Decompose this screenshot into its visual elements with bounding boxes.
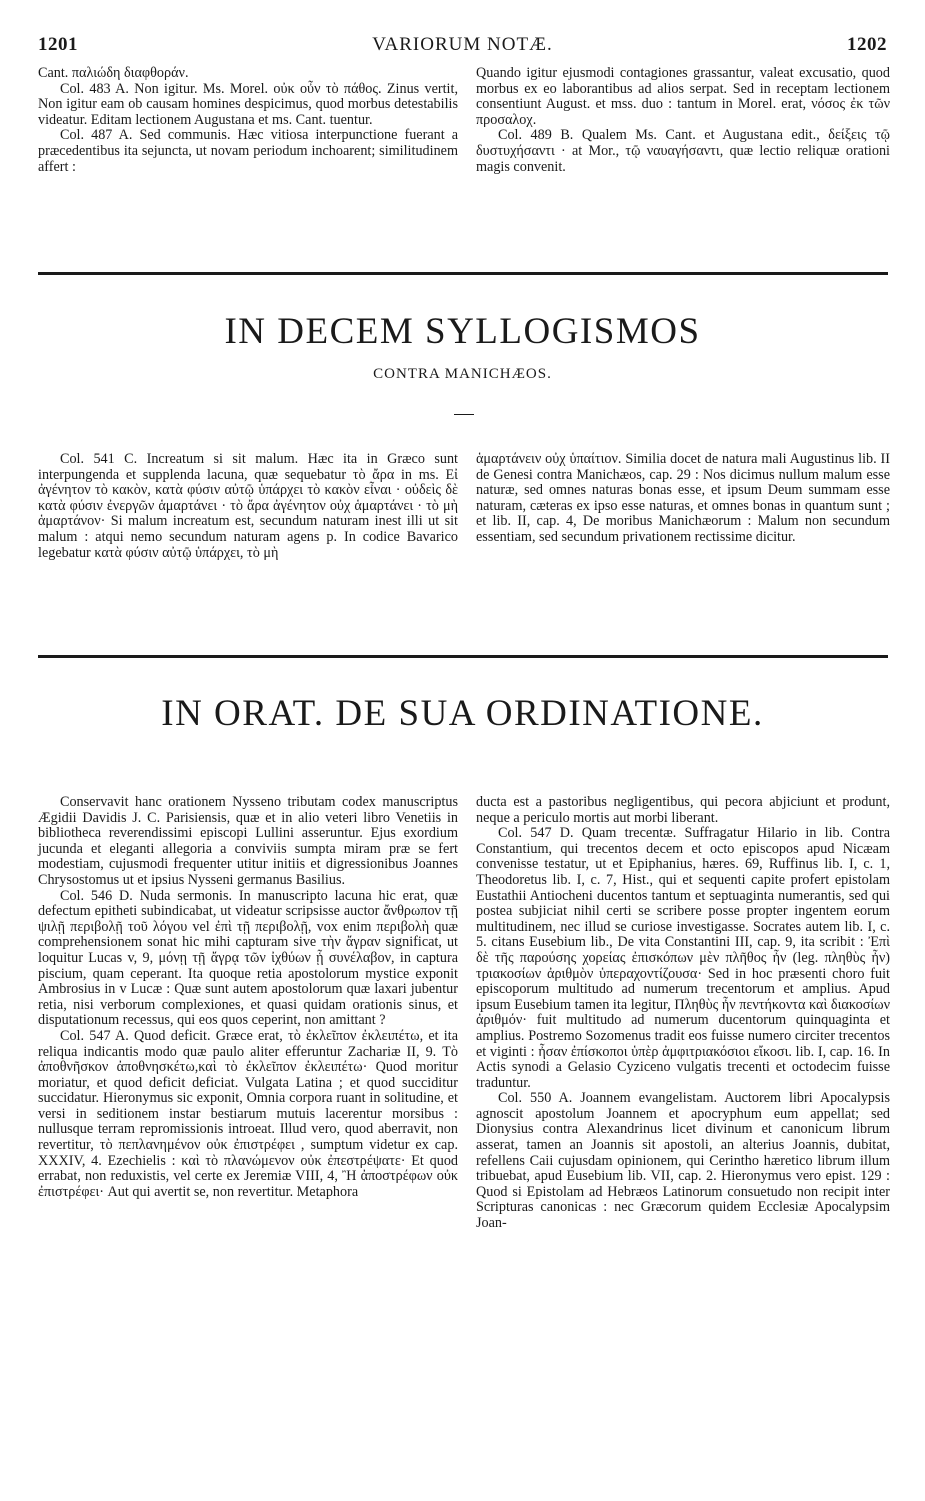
- paragraph: ἁμαρτάνειν οὐχ ὑπαίτιον. Similia docet de natura mali Augustinus lib. II de Genesi contra Manichæos, cap. 29 : Nos dicimus nullum malum esse naturæ, sed omnes naturas bonas esse, et ipsum Deum summam esse naturam, cæteras ex ipso esse naturas, et omnes bonas in quantum sunt ; et lib. II, cap. 4, De moribus Manichæorum : Malum non secundum essentiam, sed secundum privationem rectissime dicitur.: [476, 451, 890, 545]
- section1-right-column: [476, 452, 890, 546]
- section-subtitle: CONTRA MANICHÆOS.: [373, 366, 552, 382]
- section-divider: [38, 272, 888, 275]
- paragraph: Col. 547 A. Quod deficit. Græce erat, τὸ ἐκλεῖπον ἐκλειπέτω, et ita reliqua indicantis modo quæ paulo aliter efferuntur Zachariæ II, 9. Τὸ ἀποθνῆσκον ἀποθνησκέτω,καὶ τὸ ἐκλεῖπον ἐκλειπέτω· Quod moritur moriatur, et quod deficit deficiat. Vulgata Latina ; et quod succiditur succidatur. Hieronymus sic exponit, Omnia corpora ruant in solitudine, et versi in seditionem instar bestiarum mutuis lacerentur morsibus : nullusque terram repromissionis introeat. Illud vero, quod aberravit, non revertitur, τὸ πεπλανημένον οὐκ ἐπιστρέφει , sumptum videtur ex cap. XXXIV, 4. Ezechielis : καὶ τὸ πλανώμενον οὐκ ἐπεστρέψατε· Et quod errabat, non reduxistis, vel certe ex Jeremiæ VIII, 4, Ἢ ἀποστρέφων οὐκ ἐπιστρέφει· Aut qui avertit se, non revertitur. Metaphora: [38, 1027, 458, 1200]
- section2-left-column: [38, 795, 458, 1200]
- paragraph: Conservavit hanc orationem Nysseno tributam codex manuscriptus Ægidii Davidis J. C. Parisiensis, quæ et in alio veteri libro Venetiis in bibliotheca reverendissimi episcopi Lullini asseruntur. Ejus exordium jucunda et eleganti allegoria a conviviis sumpta miram præ se fert modestiam, cujusmodi frequenter utitur initiis et digressionibus Joannes Chrysostomus ut et ipsius Nysseni germanus Basilius.: [38, 794, 458, 888]
- section-title: IN DECEM SYLLOGISMOS: [224, 311, 701, 352]
- paragraph: Col. 547 D. Quam trecentæ. Suffragatur Hilario in lib. Contra Constantium, qui trecentos decem et octo episcopos apud Nicæam convenisse testatur, ut et Epiphanius, hæres. 69, Ruffinus lib. I, c. 1, Theodoretus lib. I, c. 7, Hist., qui et sequenti capite profert epistolam Eustathii Antiocheni ducentos tantum et septuaginta numerantis, sed qui postea subjiciat nihil certi se scribere posse propter ingentem eorum multitudinem, nec illud se curiose investigasse. Socrates autem lib. I, c. 5. citans Eusebium lib., De vita Constantini III, cap. 9, ita scribit : Ἐπὶ δὲ τῆς παρούσης χορείας ἐπισκόπων μὲν πλῆθος ἦν (leg. πληθὺς ἦν) τριακοσίων ἀριθμὸν ὑπεραχοντίζουσα· Sed in hoc præsenti choro fuit episcoporum multitudo ad numerum trecentorum et amplius. Apud ipsum Eusebium tamen ita legitur, Πληθὺς ἦν πεντήκοντα καὶ διακοσίων ἀριθμόν· fuit multitudo ad numerum ducentorum quinquaginta et amplius. Postremo Sozomenus tradit eos fuisse numero circiter trecentos et viginti : ἦσαν ἐπίσκοποι ὑπὲρ ἀμφιτριακόσιοι εἴκοσι. lib. I, cap. 16. In Actis synodi a Gelasio Cyziceno vulgatis trecenti et octodecim fuisse traduntur.: [476, 825, 890, 1091]
- paragraph: Col. 483 A. Non igitur. Ms. Morel. οὐκ οὖν τὸ πάθος. Zinus vertit, Non igitur eam ob causam homines despicimus, quod morbus detestabilis videatur. Editam lectionem Augustana et ms. Cant. tuentur.: [38, 80, 458, 128]
- paragraph: Quando igitur ejusmodi contagiones grassantur, valeat excusatio, quod morbus ex eo laborantibus ad alios serpat. Sed in receptam lectionem consentiunt August. et mss. duo : tantum in Morel. erat, νόσος ἐκ τῶν προσαλοχ.: [476, 65, 890, 128]
- page-number-right: 1202: [847, 34, 887, 55]
- paragraph: Col. 541 C. Increatum si sit malum. Hæc ita in Græco sunt interpungenda et supplenda lacuna, quæ sequebatur τὸ ἄρα in ms. Εἰ ἀγένητον τὸ κακὸν, κατὰ φύσιν αὐτῷ ὑπάρχει τὸ κακὸν εἶναι · οὐδεὶς δὲ κατὰ φύσιν ἐνεργῶν ἁμαρτάνει · τὸ ἄρα ἀγένητον οὐχ ἁμαρτάνει · τὸ μὴ ἁμαρτάνον· Si malum increatum est, secundum naturam inest illi ut sit malum : atqui nemo secundum naturam agens p. In codice Bavarico legebatur κατὰ φύσιν αὐτῷ ὑπάρχει, τὸ μὴ: [38, 451, 458, 561]
- paragraph: Col. 487 A. Sed communis. Hæc vitiosa interpunctione fuerant a præcedentibus ita sejuncta, ut novam periodum inchoarent; similitudinem affert :: [38, 127, 458, 175]
- section2-right-column: [476, 795, 890, 1232]
- paragraph: ducta est a pastoribus negligentibus, qui pecora abjiciunt et produnt, neque a periculo mortis aut morbi liberant.: [476, 794, 890, 826]
- paragraph: Col. 489 B. Qualem Ms. Cant. et Augustana edit., δείξεις τῷ δυστυχήσαντι · at Mor., τῷ ναυαγήσαντι, quæ lectio reliquæ orationi magis convenit.: [476, 127, 890, 175]
- section1-left-column: [38, 452, 458, 561]
- title-dash: [454, 414, 474, 415]
- running-title: VARIORUM NOTÆ.: [372, 34, 553, 55]
- section-divider: [38, 655, 888, 658]
- top-left-column: [38, 66, 458, 175]
- paragraph: Col. 550 A. Joannem evangelistam. Auctorem libri Apocalypsis agnoscit apostolum Joannem et apocryphum eum appellat; sed Dionysius contra Alexandrinus licet divinum et canonicum librum asserat, tamen an Joannis sit apostoli, an alterius Joannis, dubitat, refellens Caii cujusdam opinionem, qui Cerintho hæretico librum illum tribuebat, apud Eusebium lib. VII, cap. 2. Hieronymus vero epist. 129 : Quod si Epistolam ad Hebræos Latinorum consuetudo non recipit inter Scripturas canonicas : nec Græcorum quidem Ecclesiæ Apocalypsim Joan-: [476, 1090, 890, 1232]
- paragraph: Cant. παλιώδη διαφθοράν.: [38, 65, 189, 81]
- section-title: IN ORAT. DE SUA ORDINATIONE.: [161, 693, 764, 734]
- top-right-column: [476, 66, 890, 175]
- paragraph: Col. 546 D. Nuda sermonis. In manuscripto lacuna hic erat, quæ defectum epitheti subindicabat, ut videatur scripsisse auctor ἄνθρωπον τῇ ψιλῇ περιβολῇ τοῦ λόγου vel ἐπὶ τῇ περιβολῇ, vox enim περιβολὴ quæ comprehensionem sonat hic mihi capturam sive τὴν ἄγραν significat, ut loquitur Lucas v, 9, μόνῃ τῇ ἄγρᾳ τῶν ἰχθύων ᾗ συνέλαβον, in captura piscium, quam ceperant. Ita quoque retia apostolorum mystice exponit Ambrosius in v Lucæ : Quæ sunt autem apostolorum quæ laxari jubentur retia, nisi verborum complexiones, et quasi quidam orationis sinus, et disputationum recessus, qui eos quos ceperint, non amittant ?: [38, 887, 458, 1029]
- page-number-left: 1201: [38, 34, 78, 55]
